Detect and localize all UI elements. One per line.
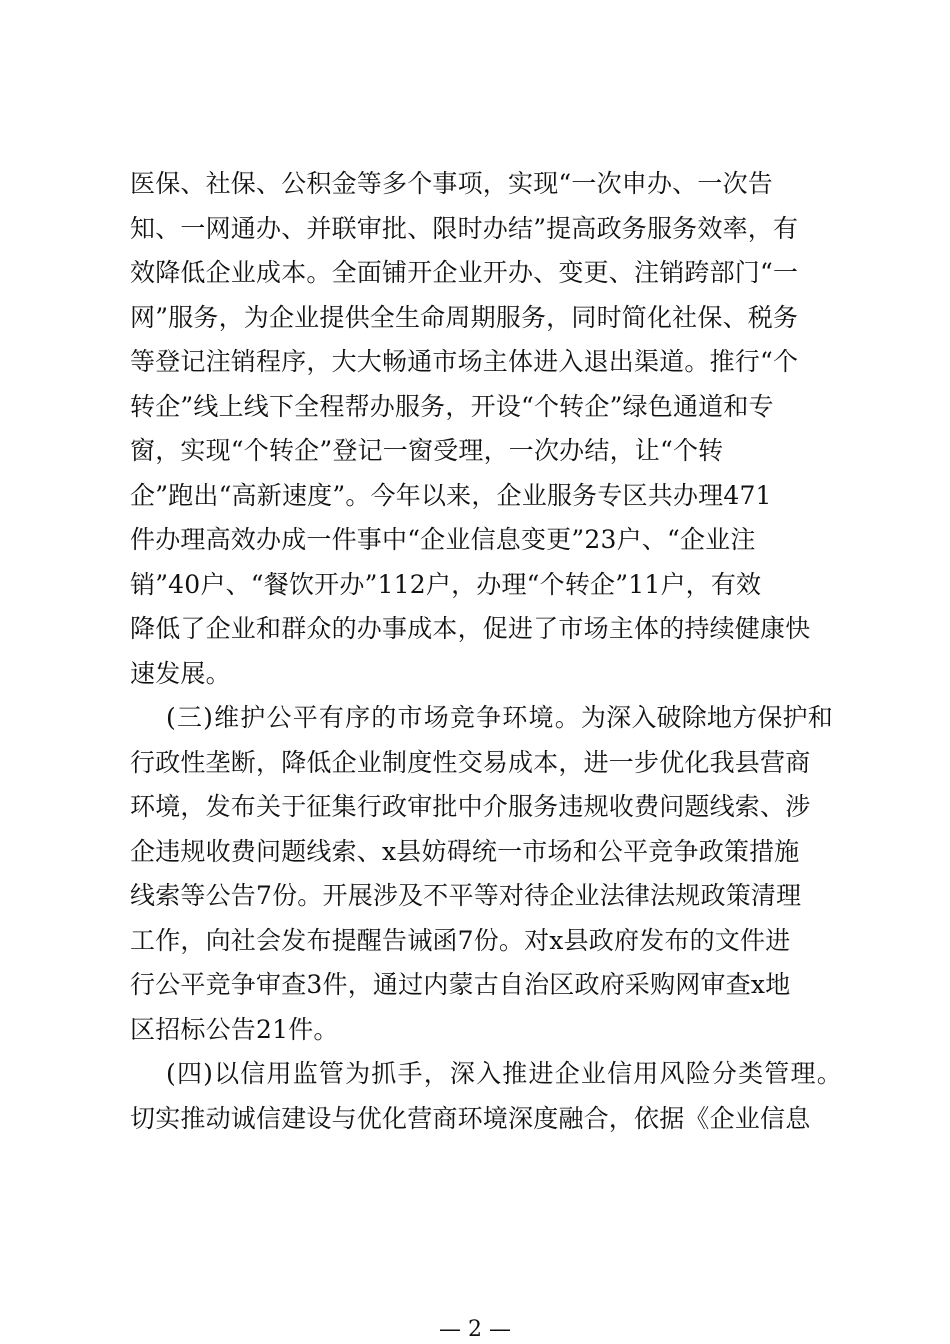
text-line: 环境，发布关于征集行政审批中介服务违规收费问题线索、涉 bbox=[130, 792, 811, 821]
text-line: 企”跑出“高新速度”。今年以来，企业服务专区共办理471 bbox=[130, 480, 772, 510]
text-line: 网”服务，为企业提供全生命周期服务，同时简化社保、税务 bbox=[130, 302, 799, 332]
text-line: 效降低企业成本。全面铺开企业开办、变更、注销跨部门“一 bbox=[130, 258, 799, 287]
section-heading: (三)维护公平有序的市场竞争环境。 bbox=[166, 703, 581, 732]
text-line: 行政性垄断，降低企业制度性交易成本，进一步优化我县营商 bbox=[130, 747, 811, 777]
text-line: 线索等公告7份。开展涉及不平等对待企业法律法规政策清理 bbox=[130, 881, 802, 910]
text-line: 行公平竞争审查3件，通过内蒙古自治区政府采购网审查x地 bbox=[130, 970, 791, 999]
text-line: 销”40户、“餐饮开办”112户，办理“个转企”11户，有效 bbox=[130, 569, 762, 599]
text-line: 速发展。 bbox=[130, 658, 231, 688]
page-number: — 2 — bbox=[439, 1317, 511, 1342]
body-text bbox=[130, 162, 843, 1141]
text-line: 件办理高效办成一件事中“企业信息变更”23户、“企业注 bbox=[130, 525, 756, 554]
text-line: 知、一网通办、并联审批、限时办结”提高政务服务效率，有 bbox=[130, 213, 799, 243]
text-line: 医保、社保、公积金等多个事项，实现“一次申办、一次告 bbox=[130, 169, 773, 198]
text-line: 窗，实现“个转企”登记一窗受理，一次办结，让“个转 bbox=[130, 436, 724, 465]
section-heading-line bbox=[130, 696, 833, 741]
section-heading-line bbox=[130, 1052, 843, 1097]
text-line: 区招标公告21件。 bbox=[130, 1014, 339, 1044]
text-line: 转企”线上线下全程帮办服务，开设“个转企”绿色通道和专 bbox=[130, 391, 774, 421]
section-heading: (四)以信用监管为抓手，深入推进企业信用风险分类管理。 bbox=[166, 1059, 843, 1088]
text-line: 等登记注销程序，大大畅通市场主体进入退出渠道。推行“个 bbox=[130, 347, 799, 376]
section-heading-rest: 为深入破除地方保护和 bbox=[580, 703, 833, 732]
text-line: 工作，向社会发布提醒告诫函7份。对x县政府发布的文件进 bbox=[130, 925, 791, 955]
text-line: 切实推动诚信建设与优化营商环境深度融合，依据《企业信息 bbox=[130, 1103, 811, 1133]
text-line: 企违规收费问题线索、x县妨碍统一市场和公平竞争政策措施 bbox=[130, 836, 800, 866]
text-line: 降低了企业和群众的办事成本，促进了市场主体的持续健康快 bbox=[130, 614, 811, 643]
